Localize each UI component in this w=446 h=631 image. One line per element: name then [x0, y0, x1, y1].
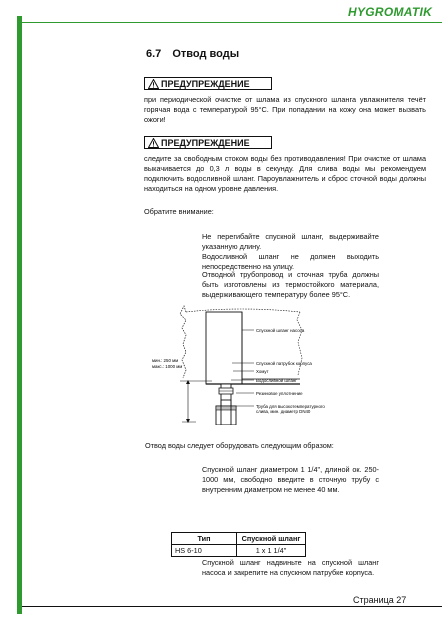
footer-rule [22, 606, 442, 607]
table-cell: 1 x 1 1/4" [237, 545, 306, 557]
equipment-intro: Отвод воды следует оборудовать следующим образом: [145, 441, 334, 450]
label-nozzle: Спускной патрубок корпуса [256, 361, 312, 366]
table-header-row [172, 533, 306, 545]
warning-label-1: ПРЕДУПРЕЖДЕНИЕ [161, 78, 250, 89]
label-pipe-line1: Труба для высокотемпературного [256, 404, 325, 409]
label-min-length: мин.: 250 мм [152, 358, 179, 363]
label-pipe-line2: слива, мин. диаметр DN40 [256, 409, 311, 414]
label-max-length: макс.: 1000 мм [152, 364, 183, 369]
label-drain-hose: Водосливной шланг [256, 378, 297, 383]
label-pump-hose: Спускной шланг насоса [256, 328, 305, 333]
logo-part2: MATIK [393, 5, 433, 19]
warning-text-1: при периодической очистке от шлама из спускного шланга увлажнителя течёт горячая вода с температурой 95°С. При попадании на кожу она может вызвать ожоги! [144, 95, 426, 124]
left-green-rule [17, 16, 22, 614]
final-text: Спускной шланг надвиньте на спускной шланг насоса и закрепите на спускном патрубке корпуса. [202, 558, 379, 577]
warning-triangle-icon [148, 138, 159, 148]
warning-box-1 [144, 77, 272, 90]
section-heading [146, 48, 239, 60]
hose-table [171, 532, 306, 557]
warning-triangle-icon [148, 79, 159, 89]
table-cell: HS 6-10 [172, 545, 237, 557]
note-paragraph-1: Не перегибайте спускной шланг, выдерживайте указанную длину. Водосливной шланг не должен выходить непосредственно на улицу. [202, 232, 379, 271]
logo-part1: HYGRO [348, 5, 394, 19]
label-seal: Резиновое уплотнение [256, 391, 303, 396]
table-row [172, 545, 306, 557]
warning-text-2: следите за свободным стоком воды без противодавления! При очистке от шлама выкачивается до 0,3 л воды в секунду. Для слива воды мы рекомендуем подключить водосливной шланг. Пароувлажнитель и сброс сточной воды должны находиться на одном уровне давления. [144, 154, 426, 193]
warning-box-2 [144, 136, 272, 149]
header-rule [22, 22, 442, 23]
section-number: 6.7 [146, 48, 162, 60]
section-title: Отвод воды [172, 48, 240, 60]
table-header: Спускной шланг [237, 533, 306, 545]
hygromatik-logo [348, 5, 438, 23]
drain-diagram [150, 300, 406, 425]
equipment-text: Спускной шланг диаметром 1 1/4", длиной ок. 250-1000 мм, свободно введите в сточную трубу с внутренним диаметром не менее 40 мм. [202, 465, 379, 494]
page-number: Страница 27 [353, 595, 407, 605]
table-header: Тип [172, 533, 237, 545]
warning-label-2: ПРЕДУПРЕЖДЕНИЕ [161, 137, 250, 148]
label-clamp: Хомут [256, 369, 269, 374]
note-intro: Обратите внимание: [144, 207, 214, 216]
note-paragraph-2: Отводной трубопровод и сточная труба должны быть изготовлены из термостойкого материала, выдерживающего температуру более 95°С. [202, 270, 379, 299]
